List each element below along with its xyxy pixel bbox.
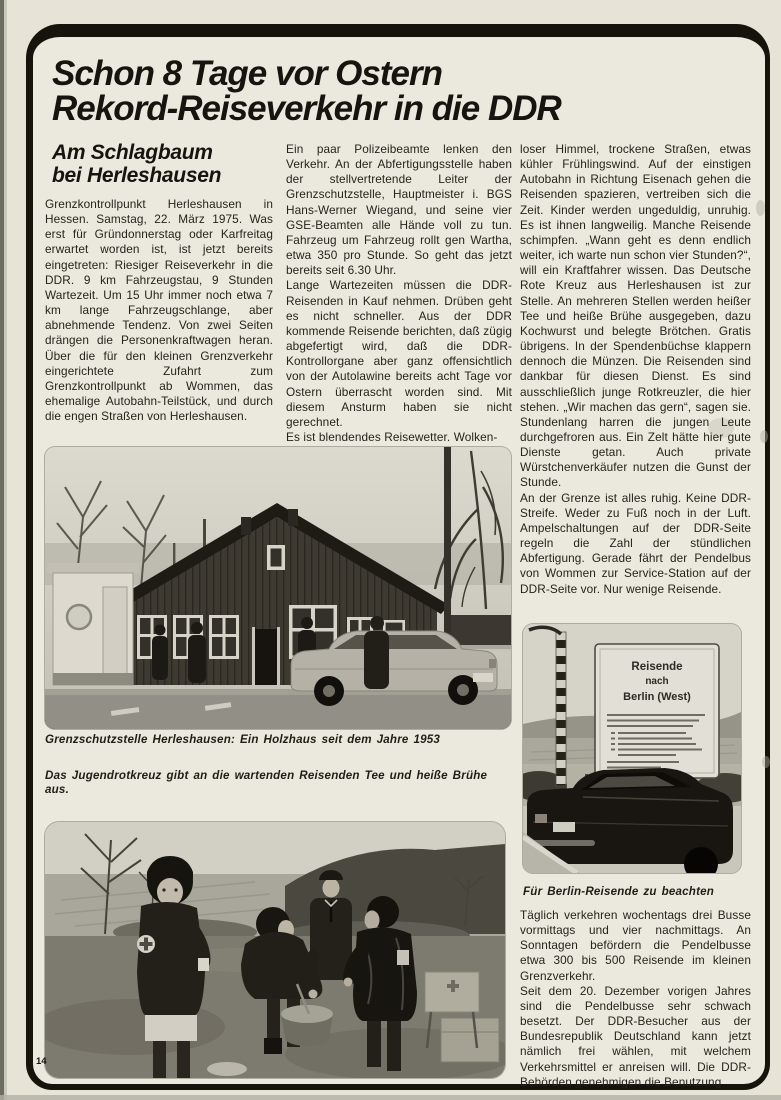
body-column-2 (286, 142, 512, 445)
paragraph: loser Himmel, trockene Straßen, etwas kühler Frühlingswind. Auf der einstigen Autobahn in Richtung Eisenach gehen die Reisenden spazieren, vertreiben sich die Zeit. Kinder werden ungeduldig, unruhig. Es ist ihnen langweilig. Manche Reisende schimpfen. „Wann geht es denn endlich weiter, ich warte nun schon vier Stunden?“, will ein Kraftfahrer wissen. Das Deutsche Rote Kreuz aus Herleshausen ist zur Stelle. An mehreren Stellen werden heißer Tee und heiße Brühe ausgegeben, dazu Kochwurst und belegte Brötchen. Gratis übrigens. In der Spendenbüchse klappern dennoch die Münzen. Die Reisenden sind dankbar für diesen Dienst. Es sind ausschließlich junge Rotkreuzler, die hier stehen. „Wir machen das gern“, sagen sie. Stundenlang harren die jungen Leute durchgefroren aus. Ein Zelt hätte hier gute Dienste getan. Auch private Würstchenverkäufer nutzen die Gunst der Stunde. (520, 142, 751, 490)
page-number: 14 (36, 1056, 47, 1067)
scan-speck (756, 200, 765, 216)
scan-speck (762, 756, 770, 768)
paragraph: Es ist blendendes Reisewetter. Wolken- (286, 429, 498, 444)
guard-booth (47, 563, 139, 685)
paragraph: Täglich verkehren wochentags drei Busse vormittags und vier nachmittags. An Sonntagen befördern die Pendelbusse etwa 300 bis 500 Reisende im kleinen Grenzverkehr. (520, 908, 751, 983)
caption-berlin-photo: Für Berlin-Reisende zu beachten (523, 885, 715, 898)
body-column-3 (520, 142, 751, 597)
headline-line-1: Schon 8 Tage vor Ostern (52, 54, 442, 93)
body-column-4 (520, 908, 751, 1090)
bowl (207, 1062, 247, 1076)
paragraph: An der Grenze ist alles ruhig. Keine DDR-Streife. Weder zu Fuß noch in der Luft. Ampelschaltungen auf der DDR-Seite regeln die Zahl der stündlichen Abfertigung. Gerade fährt der Pendelbus von Wommen zur Service-Station auf der DDR-Seite vor. Nur wenige Reisende. (520, 490, 751, 596)
headline-line-2: Rekord-Reiseverkehr in die DDR (52, 89, 561, 128)
paragraph: Seit dem 20. Dezember vorigen Jahres sind die Pendelbusse sehr schwach besetzt. Der DDR-Besucher aus der Bundesrepublik Deutschland kann jetzt nämlich frei wählen, mit welchem Verkehrsmittel er anreisen will. Die DDR-Behörden genehmigen die Benutzung (520, 983, 751, 1089)
subhead-line-2: bei Herleshausen (52, 163, 222, 187)
paragraph: Grenzkontrollpunkt Herleshausen in Hessen. Samstag, 22. März 1975. Was erst für Gründonnerstag oder Karfreitag erwartet worden ist, ist jetzt bereits eingetreten: Riesiger Reiseverkehr in die DDR. 9 km Fahrzeugstau, 9 Stunden Wartezeit. Um 15 Uhr immer noch etwa 7 km lange Fahrzeugschlange, aber abnehmende Tendenz. Von zwei Seiten drängen die Personenkraftwagen heran. Über die für den kleinen Grenzverkehr eingerichtete Zufahrt zum Grenzkontrollpunkt ab Wommen, das ehemalige Autobahn-Teilstück, und durch die engen Straßen von Herleshausen. (45, 197, 273, 424)
photo-border-station (45, 447, 511, 729)
photo-berlin-sign (523, 624, 741, 873)
license-plate (473, 673, 493, 682)
body-column-1 (45, 197, 273, 424)
photo-berlin-sign-art (523, 624, 741, 873)
scan-edge-bottom (0, 1095, 781, 1100)
scan-edge-left-light (4, 0, 7, 1100)
article-headline (52, 56, 712, 126)
subhead-line-1: Am Schlagbaum (52, 141, 213, 164)
photo-red-cross-art (45, 822, 505, 1078)
photo-border-station-art (45, 447, 511, 729)
paragraph: Lange Wartezeiten müssen die DDR-Reisenden in Kauf nehmen. Drüben geht es nicht schneller. Aus der DDR kommende Reisende berichten, daß zügig abgefertigt wird, daß die DDR-Kontrollorgane aber ganz offensichtlich von der Autolawine bereits acht Tage vor Ostern überrascht worden sind. Mit diesem Ansturm haben sie nicht gerechnet. (286, 278, 512, 429)
caption-main-photo: Grenzschutzstelle Herleshausen: Ein Holzhaus seit dem Jahre 1953 (45, 733, 441, 746)
caption-jrk-photo: Das Jugendrotkreuz gibt an die wartenden Reisenden Tee und heiße Brühe aus. (45, 769, 488, 796)
license-plate (553, 822, 575, 832)
sign-title-line2: nach (645, 676, 669, 687)
white-skirt (145, 1015, 197, 1041)
article-subhead (52, 142, 272, 187)
scan-speck (760, 430, 768, 443)
sleeve-patch (397, 950, 409, 965)
sign-title-line3: Berlin (West) (623, 691, 691, 703)
taillight (535, 814, 547, 823)
paragraph: Ein paar Polizeibeamte lenken den Verkehr. An der Abfertigungsstelle haben der stellvertretende Leiter der Grenzschutzstelle, Hauptmeister i. BGS Hans-Werner Wiegand, und seine vier GSE-Beamten alle Hände voll zu tun. Fahrzeug um Fahrzeug rollt gen Wartha, etwa 350 pro Stunde. So geht das jetzt bereits seit 6.30 Uhr. (286, 142, 512, 278)
photo-red-cross-youth (45, 822, 505, 1078)
sign-title-line1: Reisende (631, 661, 683, 673)
